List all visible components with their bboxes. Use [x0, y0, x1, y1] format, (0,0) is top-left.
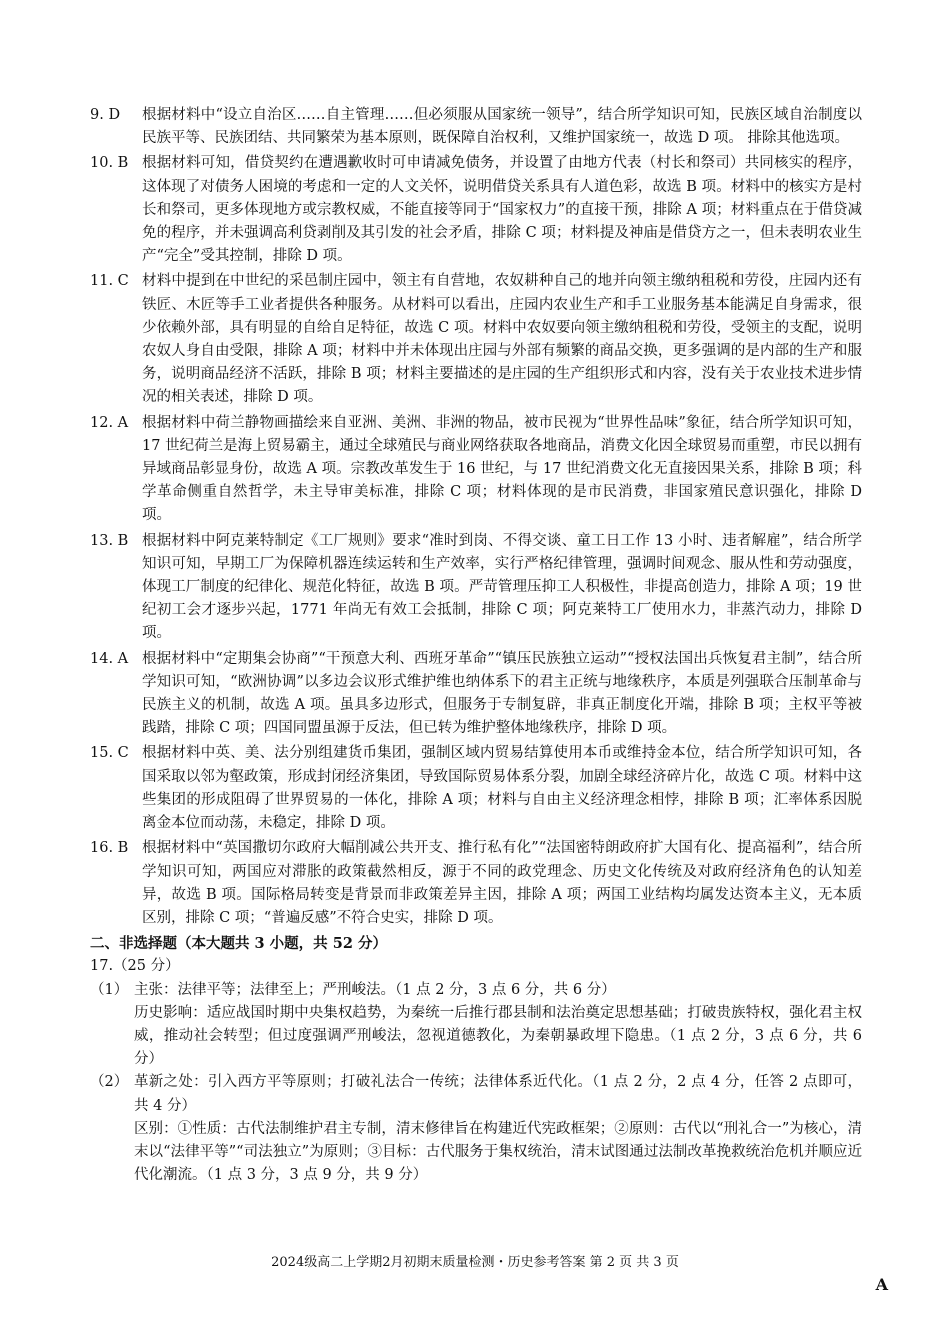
answer-item-12 [90, 412, 862, 528]
question-17-part-2 [90, 1071, 862, 1187]
answer-explanation: 根据材料中“定期集会协商”“干预意大利、西班牙革命”“镇压民族独立运动”“授权法国出兵恢复君主制”，结合所学知识可知，“欧洲协调”以多边会议形式维护维也纳体系下的君主正统与地缘秩序，本质是列强联合压制革命与民族主义的机制，故选 A 项。虽具多边形式，但服务于专制复辟，非真正制度化开端，排除 B 项；主权平等被践踏，排除 C 项；四国同盟虽源于反法，但已转为维护整体地缘秩序，排除 D 项。 [142, 650, 862, 737]
answer-item-14 [90, 648, 862, 741]
answer-number: 9. D [90, 107, 121, 123]
answer-item-13 [90, 530, 862, 646]
part-paragraph: 主张：法律平等；法律至上；严刑峻法。（1 点 2 分，3 点 6 分，共 6 分） [134, 981, 616, 998]
part-number: （2） [90, 1074, 129, 1091]
question-17-part-1 [90, 979, 862, 1072]
part-paragraph: 区别：①性质：古代法制维护君主专制，清末修律旨在构建近代宪政框架；②原则：古代以“刑礼合一”为核心，清末以“法律平等”“司法独立”为原则；③目标：古代服务于集权统治，清末试图通过法制改革挽救统治危机并顺应近代化潮流。（1 点 3 分，3 点 9 分，共 9 分） [134, 1120, 862, 1184]
answer-item-10 [90, 152, 862, 268]
answer-explanation: 材料中提到在中世纪的采邑制庄园中，领主有自营地，农奴耕种自己的地并向领主缴纳租税和劳役，庄园内还有铁匠、木匠等手工业者提供各种服务。从材料可以看出，庄园内农业生产和手工业服务基本能满足自身需求，很少依赖外部，具有明显的自给自足特征，故选 C 项。材料中农奴要向领主缴纳租税和劳役，受领主的支配，说明农奴人身自由受限，排除 A 项；材料中并未体现出庄园与外部有频繁的商品交换，更多强调的是内部的生产和服务，说明商品经济不活跃，排除 B 项；材料主要描述的是庄园的生产组织形式和内容，没有关于农业技术进步情况的相关表述，排除 D 项。 [142, 273, 862, 406]
part-number: （1） [90, 981, 129, 998]
answer-number: 13. B [90, 532, 129, 549]
answer-number: 10. B [90, 155, 129, 172]
answer-explanation: 根据材料中英、美、法分别组建货币集团，强制区域内贸易结算使用本币或维持金本位，结合所学知识可知，各国采取以邻为壑政策，形成封闭经济集团，导致国际贸易体系分裂，加剧全球经济碎片化，故选 C 项。材料中这些集团的形成阻碍了世界贸易的一体化，排除 A 项；材料与自由主义经济理念相悖，排除 B 项；汇率体系因脱离金本位而动荡，未稳定，排除 D 项。 [142, 745, 862, 832]
answer-number: 16. B [90, 840, 129, 857]
question-17-heading: 17.（25 分） [90, 958, 180, 975]
part-paragraph: 历史影响：适应战国时期中央集权趋势，为秦统一后推行郡县制和法治奠定思想基础；打破贵族特权，强化君主权威，推动社会转型；但过度强调严刑峻法，忽视道德教化，为秦朝暴政埋下隐患。（1 点 2 分，3 点 6 分，共 6 分） [134, 1004, 862, 1068]
answer-explanation: 根据材料中“设立自治区……自主管理……但必须服从国家统一领导”，结合所学知识可知，民族区域自治制度以民族平等、民族团结、共同繁荣为基本原则，既保障自治权利，又维护国家统一，故选 D 项。 排除其他选项。 [142, 107, 862, 147]
answer-item-15 [90, 742, 862, 835]
part-paragraph: 革新之处：引入西方平等原则；打破礼法合一传统；法律体系近代化。（1 点 2 分，2 点 4 分，任答 2 点即可，共 4 分） [134, 1074, 862, 1114]
answer-explanation: 根据材料中“英国撒切尔政府大幅削减公共开支、推行私有化”“法国密特朗政府扩大国有化、提高福利”，结合所学知识可知，两国应对滞胀的政策截然相反，源于不同的政党理念、历史文化传统及对政府经济角色的认知差异，故选 B 项。国际格局转变是背景而非政策差异主因，排除 A 项；两国工业结构均属发达资本主义，无本质区别，排除 C 项；“普遍反感”不符合史实，排除 D 项。 [142, 840, 862, 926]
answer-explanation: 根据材料可知，借贷契约在遭遇歉收时可申请减免债务，并设置了由地方代表（村长和祭司）共同核实的程序，这体现了对债务人困境的考虑和一定的人文关怀，说明借贷关系具有人道色彩，故选 B 项。材料中的核实方是村长和祭司，更多体现地方或宗教权威，不能直接等同于“国家权力”的直接干预，排除 A 项；材料重点在于借贷减免的程序，并未强调高利贷剥削及其引发的社会矛盾，排除 C 项；材料提及神庙是借贷方之一，但未表明农业生产“完全”受其控制，排除 D 项。 [142, 155, 862, 265]
answer-number: 12. A [90, 414, 129, 431]
answer-number: 15. C [90, 745, 129, 762]
answer-number: 11. C [90, 273, 129, 290]
version-mark: A [875, 1275, 888, 1294]
part-body [134, 979, 862, 1072]
answer-explanation: 根据材料中阿克莱特制定《工厂规则》要求“准时到岗、不得交谈、童工日工作 13 小时、违者解雇”，结合所学知识可知，早期工厂为保障机器连续运转和生产效率，实行严格纪律管理，强调时间观念、服从性和劳动强度，体现工厂制度的纪律化、规范化特征，故选 B 项。严苛管理压抑工人积极性，非提高创造力，排除 A 项；19 世纪初工会才逐步兴起，1771 年尚无有效工会抵制，排除 C 项；阿克莱特工厂使用水力，非蒸汽动力，排除 D 项。 [142, 532, 862, 642]
part-body [134, 1071, 862, 1187]
answer-item-11 [90, 270, 862, 409]
page-footer: 2024级高二上学期2月初期末质量检测・历史参考答案 第 2 页 共 3 页 [271, 1255, 679, 1270]
answer-content [90, 104, 862, 1187]
answer-item-9 [90, 104, 862, 150]
section-title: 二、非选择题（本大题共 3 小题，共 52 分） [90, 935, 387, 953]
answer-explanation: 根据材料中荷兰静物画描绘来自亚洲、美洲、非洲的物品，被市民视为“世界性品味”象征，结合所学知识可知，17 世纪荷兰是海上贸易霸主，通过全球殖民与商业网络获取各地商品，消费文化因全球贸易而重塑，市民以拥有异域商品彰显身份，故选 A 项。宗教改革发生于 16 世纪，与 17 世纪消费文化无直接因果关系，排除 B 项；科学革命侧重自然哲学，未主导审美标准，排除 C 项；材料体现的是市民消费，非国家殖民意识强化，排除 D 项。 [142, 414, 862, 524]
answer-item-16 [90, 837, 862, 930]
answer-number: 14. A [90, 650, 129, 667]
